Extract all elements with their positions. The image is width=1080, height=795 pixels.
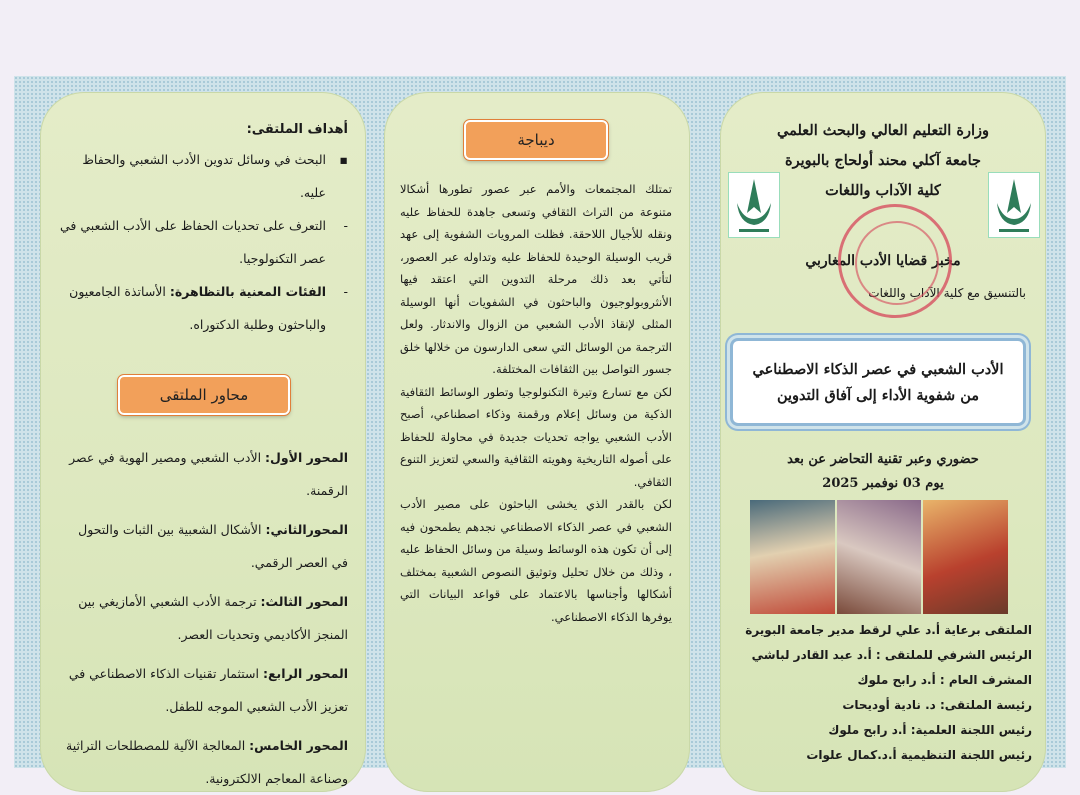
- organizer-line: رئيس اللجنة العلمية: أ.د رابح ملوك: [828, 723, 1032, 737]
- axis-text: استثمار تقنيات الذكاء الاصطناعي في تعزيز الأدب الشعبي الموجه للطفل.: [68, 666, 348, 714]
- axis-item: [60, 729, 348, 795]
- axis-label: المحور الأول:: [265, 450, 348, 465]
- preamble-panel: [384, 92, 690, 792]
- preamble-text: [400, 178, 672, 628]
- audience-item: [60, 275, 348, 341]
- axis-item: [60, 513, 348, 579]
- event-info: [720, 448, 1046, 496]
- goals-panel: [40, 92, 366, 792]
- audience-label: الفئات المعنية بالتظاهرة:: [169, 284, 326, 299]
- university-logo-right: [988, 172, 1040, 238]
- goal-item: [60, 209, 348, 275]
- axis-text: الأشكال الشعبية بين الثبات والتحول في العصر الرقمي.: [78, 522, 348, 570]
- organizer-line: المشرف العام : أ.د رابح ملوك: [857, 673, 1032, 687]
- photo-segment: [837, 500, 922, 614]
- axis-item: [60, 657, 348, 723]
- goal-text: التعرف على تحديات الحفاظ على الأدب الشعبي في عصر التكنولوجيا.: [60, 218, 326, 266]
- goal-bullet: -: [343, 218, 348, 233]
- university-line: جامعة آكلي محند أولحاج بالبويرة: [785, 152, 981, 169]
- organizer-line: الرئيس الشرفي للملتقى : أ.د عبد القادر لباشي: [751, 648, 1032, 662]
- audience-text: الأساتذة الجامعيون والباحثون وطلبة الدكتوراه.: [69, 284, 326, 332]
- axis-text: ترجمة الأدب الشعبي الأمازيغي بين المنجز الأكاديمي وتحديات العصر.: [78, 594, 348, 642]
- folklore-photo: [750, 500, 1008, 614]
- conference-title: الأدب الشعبي في عصر الذكاء الاصطناعي: [752, 361, 1004, 378]
- lab-name: مخبر قضايا الأدب المغاربي: [805, 253, 961, 269]
- axis-text: المعالجة الآلية للمصطلحات التراثية وصناعة المعاجم الالكترونية.: [66, 738, 348, 786]
- organizers-list: [732, 618, 1032, 768]
- goal-bullet: -: [343, 284, 348, 299]
- goal-bullet: ▪: [339, 152, 348, 167]
- goal-item: [60, 143, 348, 209]
- event-date: يوم 03 نوفمبر 2025: [822, 476, 944, 491]
- conference-subtitle: من شفوية الأداء إلى آفاق التدوين: [776, 387, 980, 404]
- conference-title-box: [730, 338, 1026, 426]
- axis-item: [60, 585, 348, 651]
- university-logo-icon: [989, 173, 1039, 237]
- axis-text: الأدب الشعبي ومصير الهوية في عصر الرقمنة.: [69, 450, 348, 498]
- photo-segment: [750, 500, 835, 614]
- preamble-ribbon: ديباجة: [464, 120, 608, 160]
- university-logo-icon: [729, 173, 779, 237]
- preamble-paragraph: لكن مع تسارع وتيرة التكنولوجيا وتطور الوسائط الثقافية الذكية من وسائل إعلام ورقمنة وذكاء اصطناعي، أصبح الأدب الشعبي يواجه تحديات جديدة في محاولة للحفاظ على أصوله التاريخية وهويته الثقافية والسعي لتعزيز التنوع الثقافي.: [400, 384, 672, 489]
- organizer-line: رئيسة الملتقى: د. نادية أوديحات: [842, 698, 1032, 712]
- cover-panel: [720, 92, 1046, 792]
- official-stamp: [838, 204, 952, 318]
- goals-title: أهداف الملتقى:: [246, 122, 348, 137]
- axis-item: [60, 441, 348, 507]
- ministry-line: وزارة التعليم العالي والبحث العلمي: [777, 122, 989, 139]
- university-logo-left: [728, 172, 780, 238]
- goal-text: البحث في وسائل تدوين الأدب الشعبي والحفاظ عليه.: [82, 152, 326, 200]
- axis-label: المحور الخامس:: [249, 738, 348, 753]
- brochure-sheet: [14, 76, 1066, 786]
- faculty-line: كلية الآداب واللغات: [825, 182, 941, 199]
- event-mode: حضوري وعبر تقنية التحاضر عن بعد: [787, 452, 979, 467]
- coordination-line: بالتنسيق مع كلية الآداب واللغات: [868, 286, 1026, 300]
- stamp-inner-ring: [855, 221, 939, 305]
- organizer-line: الملتقى برعاية أ.د علي لرقط مدير جامعة البويرة: [745, 623, 1032, 637]
- preamble-paragraph: لكن بالقدر الذي يخشى الباحثون على مصير الأدب الشعبي في عصر الذكاء الاصطناعي نجدهم يطمحون فيه إلى أن تكون هذه الوسائط وسيلة من وسائل الحفاظ عليه ، وذلك من خلال تحليل وتوثيق النصوص الشعبية بمختلف أشكالها وأجناسها بالاعتماد على قواعد البيانات التي يوفرها الذكاء الاصطناعي.: [400, 497, 672, 624]
- axis-label: المحور الرابع:: [262, 666, 348, 681]
- organizer-line: رئيس اللجنة التنظيمية أ.د.كمال علوات: [806, 748, 1032, 762]
- axis-label: المحور الثالث:: [260, 594, 348, 609]
- axes-ribbon: محاور الملتقى: [118, 375, 290, 415]
- photo-segment: [923, 500, 1008, 614]
- axis-label: المحورالثاني:: [265, 522, 348, 537]
- preamble-paragraph: تمتلك المجتمعات والأمم عبر عصور تطورها أشكالا متنوعة من التراث الثقافي وتسعى جاهدة للحفاظ عليه ونقله للأجيال اللاحقة. فظلت المرويات الشفوية إلى عهد قريب الوسيلة الوحيدة للحفاظ عليه وتداوله عبر العصور، لتأتي بعد ذلك مرحلة التدوين التي اعتقد فيها الأنثروبولوجيون والباحثون في الشفويات أنها الوسيلة المثلى لإنقاذ الأدب الشعبي من الزوال والاندثار. ولعل الترجمة من الوسائل التي سعى الدارسون من خلالها خلق جسور التواصل بين الثقافات المختلفة.: [400, 182, 672, 376]
